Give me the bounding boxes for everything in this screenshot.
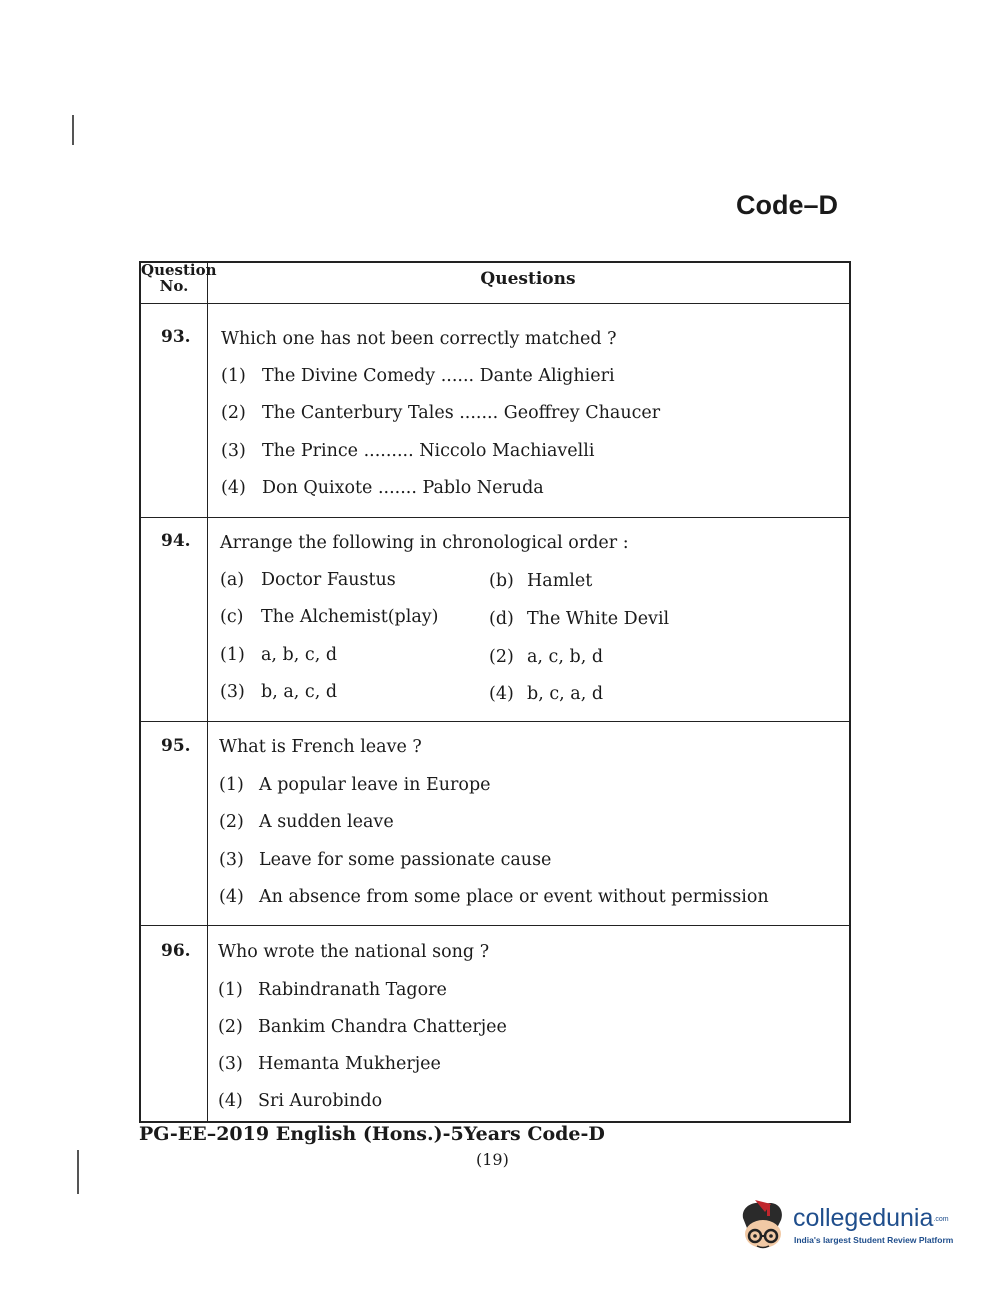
option-text: A popular leave in Europe [259, 775, 491, 795]
question-text: Arrange the following in chronological order : [220, 533, 629, 553]
option-label: (4) [221, 478, 246, 498]
option-label: (1) [221, 366, 246, 386]
item-text: Hamlet [527, 571, 593, 591]
option-text: Don Quixote ....... Pablo Neruda [262, 478, 544, 498]
item-label: (b) [489, 571, 514, 591]
item-label: (a) [220, 570, 245, 590]
option-label: (2) [489, 647, 514, 667]
option-label: (1) [220, 645, 245, 665]
option-label: (4) [218, 1091, 243, 1111]
question-text: What is French leave ? [219, 737, 422, 757]
row-divider [141, 517, 849, 518]
option-text: b, a, c, d [261, 682, 338, 702]
question-number: 95. [161, 736, 191, 756]
mascot-icon [737, 1198, 789, 1254]
page-number: (19) [476, 1150, 509, 1169]
item-text: The Alchemist(play) [261, 607, 439, 627]
column-header-questions: Questions [480, 269, 576, 289]
logo-suffix: .com [933, 1215, 949, 1223]
option-label: (2) [218, 1017, 243, 1037]
option-text: b, c, a, d [527, 684, 604, 704]
option-text: Sri Aurobindo [258, 1091, 383, 1111]
option-label: (1) [219, 775, 244, 795]
option-label: (4) [219, 887, 244, 907]
option-label: (3) [218, 1054, 243, 1074]
column-divider [207, 263, 208, 1121]
option-text: a, b, c, d [261, 645, 338, 665]
row-divider [141, 925, 849, 926]
option-label: (3) [221, 441, 246, 461]
option-label: (1) [218, 980, 243, 1000]
option-label: (2) [221, 403, 246, 423]
option-text: The Divine Comedy ...... Dante Alighieri [262, 366, 615, 386]
question-text: Who wrote the national song ? [218, 942, 490, 962]
item-label: (d) [489, 609, 514, 629]
column-header-question-no: Question No. [141, 261, 217, 295]
row-divider [141, 721, 849, 722]
logo-wordmark: collegedunia.com [793, 1204, 949, 1232]
option-label: (2) [219, 812, 244, 832]
item-text: The White Devil [527, 609, 670, 629]
scan-mark [77, 1150, 79, 1194]
paper-code: Code–D [736, 190, 839, 220]
option-text: a, c, b, d [527, 647, 604, 667]
question-number: 94. [161, 531, 191, 551]
row-divider [141, 303, 849, 304]
item-label: (c) [220, 607, 244, 627]
option-label: (3) [219, 850, 244, 870]
option-text: Hemanta Mukherjee [258, 1054, 441, 1074]
collegedunia-logo[interactable] [737, 1198, 962, 1258]
option-text: Leave for some passionate cause [259, 850, 552, 870]
footer-title: PG-EE–2019 English (Hons.)-5Years Code-D [139, 1123, 605, 1145]
logo-tagline: India's largest Student Review Platform [794, 1235, 954, 1245]
scan-mark [72, 115, 74, 145]
option-text: An absence from some place or event without permission [259, 887, 769, 907]
question-number: 96. [161, 941, 191, 961]
question-number: 93. [161, 327, 191, 347]
option-text: The Prince ......... Niccolo Machiavelli [262, 441, 595, 461]
question-table [139, 261, 851, 1123]
option-text: A sudden leave [259, 812, 394, 832]
option-text: Bankim Chandra Chatterjee [258, 1017, 507, 1037]
option-text: The Canterbury Tales ....... Geoffrey Chaucer [262, 403, 661, 423]
item-text: Doctor Faustus [261, 570, 396, 590]
option-label: (4) [489, 684, 514, 704]
question-text: Which one has not been correctly matched ? [221, 329, 617, 349]
option-label: (3) [220, 682, 245, 702]
option-text: Rabindranath Tagore [258, 980, 447, 1000]
